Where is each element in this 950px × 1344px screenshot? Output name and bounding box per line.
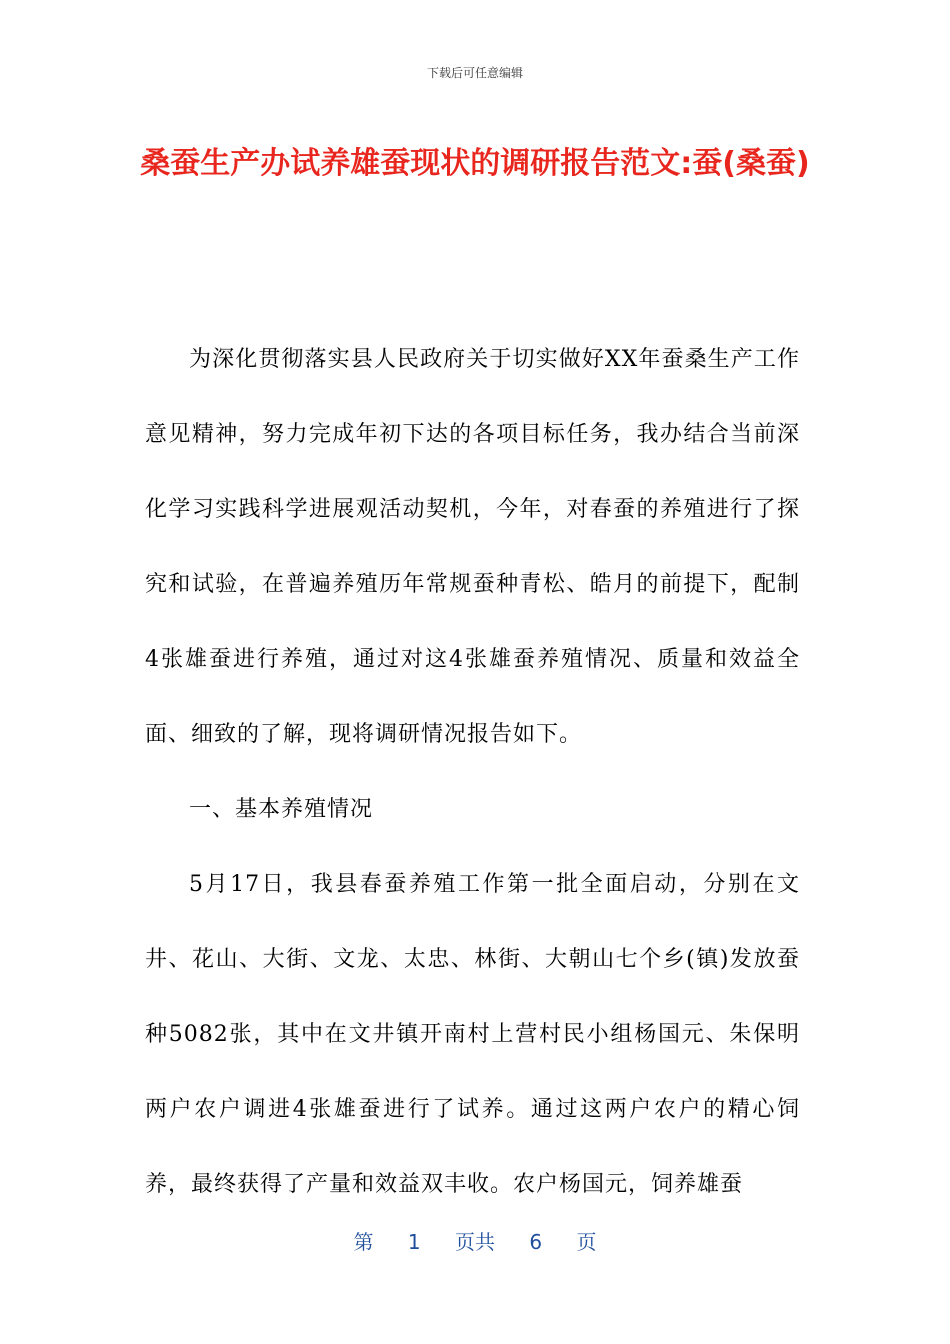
paragraph-situation: 5月17日，我县春蚕养殖工作第一批全面启动，分别在文井、花山、大街、文龙、太忠、林街、大朝山七个乡(镇)发放蚕种5082张，其中在文井镇开南村上营村民小组杨国元、朱保明两户农户调进4张雄蚕进行了试养。通过这两户农户的精心饲养，最终获得了产量和效益双丰收。农户杨国元，饲养雄蚕 (145, 872, 800, 1197)
paragraph-intro: 为深化贯彻落实县人民政府关于切实做好XX年蚕桑生产工作意见精神，努力完成年初下达的各项目标任务，我办结合当前深化学习实践科学进展观活动契机，今年，对春蚕的养殖进行了探究和试验，在普遍养殖历年常规蚕种青松、皓月的前提下，配制4张雄蚕进行养殖，通过对这4张雄蚕养殖情况、质量和效益全面、细致的了解，现将调研情况报告如下。 (145, 347, 800, 747)
current-page-number: 1 (407, 1230, 421, 1254)
page-label-suffix: 页 (576, 1230, 597, 1254)
section-heading-basic-situation: 一、基本养殖情况 (189, 797, 374, 822)
page-label-mid: 页共 (455, 1230, 495, 1254)
document-body (145, 322, 800, 1222)
header-note: 下载后可任意编辑 (426, 66, 523, 80)
total-pages-number: 6 (529, 1230, 543, 1254)
document-title: 桑蚕生产办试养雄蚕现状的调研报告范文:蚕(桑蚕) (140, 146, 810, 181)
page-footer (0, 1226, 950, 1255)
page-label-prefix: 第 (353, 1230, 374, 1254)
